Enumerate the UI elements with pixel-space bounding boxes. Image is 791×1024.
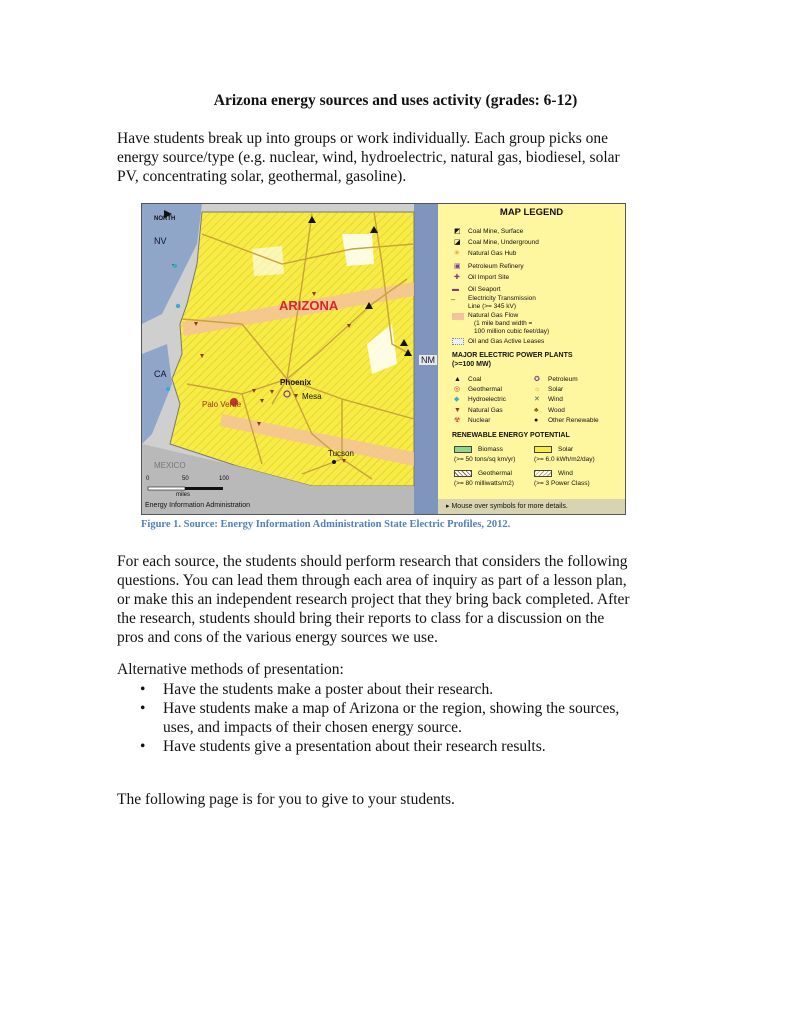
tucson-marker xyxy=(332,460,336,464)
list-item-continuation xyxy=(140,718,680,737)
transmission-line-icon: ━ xyxy=(451,297,456,304)
biomass-swatch xyxy=(454,446,472,453)
bullet-icon: • xyxy=(140,681,146,698)
list-item-text: uses, and impacts of their chosen energy source. xyxy=(163,719,462,736)
legend-item: Petroleum Refinery xyxy=(468,263,524,270)
natural-gas-plant-icon: ▼ xyxy=(454,407,461,414)
scale-unit: miles xyxy=(176,492,191,498)
legend-item: Oil and Gas Active Leases xyxy=(468,338,545,345)
list-item xyxy=(140,699,680,718)
body-line: or make this an independent research project that they bring back completed. After xyxy=(117,591,630,608)
plant-label: Coal xyxy=(468,376,482,383)
scale-hundred: 100 xyxy=(219,476,230,482)
legend-item: Oil Seaport xyxy=(468,286,501,293)
map-legend xyxy=(438,204,625,514)
bullet-list xyxy=(140,680,680,756)
intro-paragraph xyxy=(117,129,677,186)
plant-label: Geothermal xyxy=(468,386,502,393)
plant-label: Hydroelectric xyxy=(468,396,506,403)
intro-line: Have students break up into groups or work individually. Each group picks one xyxy=(117,130,609,147)
alternative-heading: Alternative methods of presentation: xyxy=(117,661,344,678)
list-item-text: Have the students make a poster about their research. xyxy=(163,681,494,698)
geothermal-plant-icon: ◎ xyxy=(454,386,461,393)
hydroelectric-plant-icon: ◆ xyxy=(454,396,460,403)
other-renewable-icon: ● xyxy=(534,417,539,424)
mouse-pointer-icon: ▸ xyxy=(446,503,452,510)
renewable-label: (>= 80 milliwatts/m2) xyxy=(454,480,514,487)
body-line: questions. You can lead them through each area of inquiry as part of a lesson plan, xyxy=(117,572,627,589)
coal-mine-surface-icon: ◩ xyxy=(454,228,461,235)
state-label: ARIZONA xyxy=(279,298,339,313)
wind-plant-icon: ✕ xyxy=(534,396,540,403)
scale-fifty: 50 xyxy=(182,476,189,482)
renewable-label: Solar xyxy=(558,446,574,453)
list-item xyxy=(140,737,680,756)
intro-line: PV, concentrating solar, geothermal, gasoline). xyxy=(117,168,407,185)
solar-plant-icon: ☼ xyxy=(534,386,541,393)
oil-import-icon: ✚ xyxy=(454,274,460,281)
geothermal-swatch xyxy=(454,470,472,477)
body-paragraph xyxy=(117,552,677,647)
label-nm: NM xyxy=(421,355,435,365)
document-title: Arizona energy sources and uses activity (grades: 6-12) xyxy=(213,92,578,109)
legend-item: Natural Gas Flow xyxy=(468,312,519,319)
body-line: For each source, the students should perform research that considers the following xyxy=(117,553,628,570)
wind-swatch xyxy=(534,470,552,477)
map-canvas xyxy=(142,204,438,514)
nuclear-plant-icon: ☢ xyxy=(454,417,461,424)
legend-item: Coal Mine, Surface xyxy=(468,228,524,235)
body-line: the research, students should bring their reports to class for a discussion on the xyxy=(117,610,605,627)
legend-footer-text: Mouse over symbols for more details. xyxy=(451,503,568,510)
plants-heading-sub: (>=100 MW) xyxy=(452,361,491,368)
plant-label: Other Renewable xyxy=(548,417,599,424)
legend-title: MAP LEGEND xyxy=(499,207,564,218)
city-palo-verde: Palo Verde xyxy=(202,400,242,409)
gas-flow-swatch xyxy=(452,313,464,320)
plant-label: Solar xyxy=(548,386,564,393)
label-nv: NV xyxy=(154,236,167,246)
plant-label: Nuclear xyxy=(468,417,491,424)
refinery-icon: ▣ xyxy=(454,263,461,270)
legend-item: Electricity Transmission xyxy=(468,295,536,302)
body-line: pros and cons of the various energy sources we use. xyxy=(117,629,438,646)
gas-hub-icon: ✳ xyxy=(454,250,460,257)
city-tucson: Tucson xyxy=(328,449,354,458)
renewable-label: Biomass xyxy=(478,446,503,453)
legend-item: Line (>= 345 kV) xyxy=(468,303,517,310)
legend-item: 100 million cubic feet/day) xyxy=(474,328,550,335)
label-mexico: MEXICO xyxy=(154,461,186,470)
renewable-label: (>= 50 tons/sq km/yr) xyxy=(454,456,516,463)
coal-plant-icon: ▲ xyxy=(454,376,461,383)
leases-swatch xyxy=(452,338,464,345)
wood-plant-icon: ♣ xyxy=(534,407,539,414)
oil-seaport-icon: ▬ xyxy=(452,286,459,293)
plants-heading: MAJOR ELECTRIC POWER PLANTS xyxy=(452,352,573,359)
plant-label: Petroleum xyxy=(548,376,578,383)
legend-item: Natural Gas Hub xyxy=(468,250,517,257)
city-phoenix: Phoenix xyxy=(280,378,312,387)
plant-label: Wind xyxy=(548,396,563,403)
map-scale-bar xyxy=(148,487,223,490)
north-label: NORTH xyxy=(154,216,176,222)
legend-item: (1 mile band width = xyxy=(474,320,533,327)
list-item-text: Have students give a presentation about their research results. xyxy=(163,738,546,755)
renewable-label: Wind xyxy=(558,470,573,477)
list-item xyxy=(140,680,680,699)
plant-label: Wood xyxy=(548,407,565,414)
renewable-label: (>= 6.0 kWh/m2/day) xyxy=(534,456,595,463)
city-mesa: Mesa xyxy=(302,392,322,401)
renewable-heading: RENEWABLE ENERGY POTENTIAL xyxy=(452,432,570,439)
arizona-energy-map xyxy=(141,203,626,515)
bullet-icon: • xyxy=(140,700,146,717)
label-ca: CA xyxy=(154,369,167,379)
coal-mine-underground-icon: ◪ xyxy=(454,239,461,246)
renewable-label: (>= 3 Power Class) xyxy=(534,480,590,487)
solar-swatch xyxy=(534,446,552,453)
closing-line: The following page is for you to give to your students. xyxy=(117,791,455,808)
legend-item: Coal Mine, Underground xyxy=(468,239,539,246)
bullet-icon: • xyxy=(140,738,146,755)
figure-caption: Figure 1. Source: Energy Information Administration State Electric Profiles, 2012. xyxy=(141,519,511,530)
source-credit: Energy Information Administration xyxy=(145,502,251,509)
petroleum-plant-icon: ✪ xyxy=(534,376,540,383)
legend-footer xyxy=(438,499,625,514)
lease-area xyxy=(252,246,284,276)
list-item-text: Have students make a map of Arizona or the region, showing the sources, xyxy=(163,700,620,717)
intro-line: energy source/type (e.g. nuclear, wind, hydroelectric, natural gas, biodiesel, solar xyxy=(117,149,620,166)
legend-item: Oil Import Site xyxy=(468,274,510,281)
renewable-label: Geothermal xyxy=(478,470,512,477)
plant-label: Natural Gas xyxy=(468,407,503,414)
scale-zero: 0 xyxy=(146,476,150,482)
